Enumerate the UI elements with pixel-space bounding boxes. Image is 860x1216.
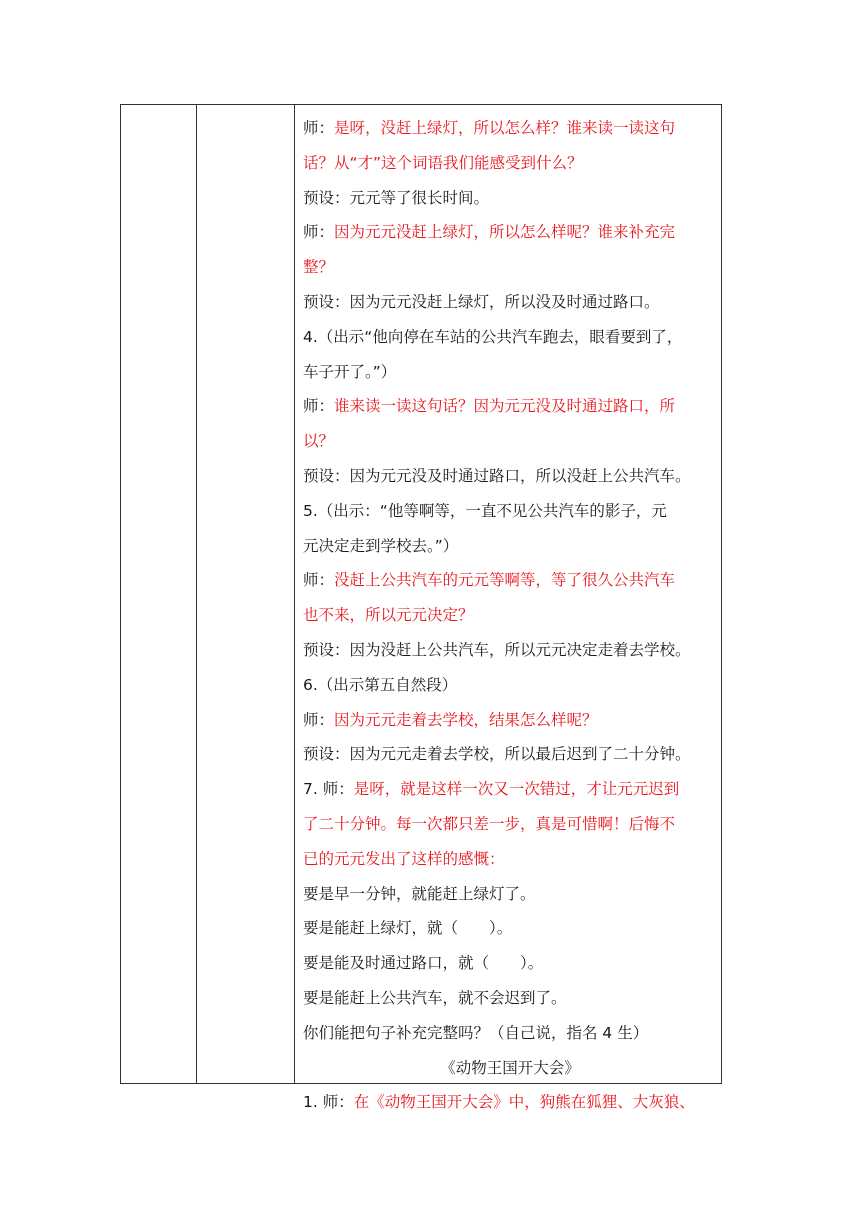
text-line: 话？从“才”这个词语我们能感受到什么？ — [303, 153, 583, 172]
text-line: 预设：因为元元走着去学校，所以最后迟到了二十分钟。 — [303, 745, 691, 764]
text-line: 整？ — [303, 258, 335, 277]
text-line: 1. 师：在《动物王国开大会》中，狗熊在狐狸、大灰狼、 — [303, 1093, 695, 1112]
text-line: 预设：因为元元没及时通过路口，所以没赶上公共汽车。 — [303, 466, 691, 485]
lesson-table — [120, 104, 722, 1112]
text-line: 师：没赶上公共汽车的元元等啊等，等了很久公共汽车 — [303, 571, 676, 590]
text-line: 你们能把句子补充完整吗？（自己说，指名 4 生） — [303, 1023, 649, 1042]
text-line: 师：因为元元走着去学校，结果怎么样呢？ — [303, 710, 598, 729]
text-line: 师：谁来读一读这句话？因为元元没及时通过路口，所 — [303, 397, 676, 416]
column-divider-1 — [196, 105, 197, 1083]
lesson-content — [303, 111, 717, 1120]
text-line: 预设：因为元元没赶上绿灯，所以没及时通过路口。 — [303, 292, 660, 311]
section-title: 《动物王国开大会》 — [440, 1058, 580, 1077]
text-line: 师：因为元元没赶上绿灯，所以怎么样呢？谁来补充完 — [303, 223, 676, 242]
text-line: 师：是呀，没赶上绿灯，所以怎么样？谁来读一读这句 — [303, 119, 676, 137]
text-line: 5.（出示：“他等啊等，一直不见公共汽车的影子，元 — [303, 501, 667, 520]
text-line: 预设：因为没赶上公共汽车，所以元元决定走着去学校。 — [303, 640, 691, 659]
column-divider-2 — [294, 105, 295, 1083]
text-line: 4.（出示“他向停在车站的公共汽车跑去，眼看要到了， — [303, 327, 683, 346]
text-line: 了二十分钟。每一次都只差一步，真是可惜啊！后悔不 — [303, 814, 676, 833]
text-line: 以？ — [303, 432, 335, 451]
text-line: 车子开了。”） — [303, 362, 397, 381]
text-line: 要是能赶上公共汽车，就不会迟到了。 — [303, 988, 567, 1007]
text-line: 已的元元发出了这样的感慨： — [303, 849, 505, 868]
text-line: 也不来，所以元元决定？ — [303, 606, 474, 625]
text-line: 6.（出示第五自然段） — [303, 675, 458, 694]
text-line: 要是能及时通过路口，就（ ）。 — [303, 954, 544, 973]
text-line: 7. 师：是呀，就是这样一次又一次错过，才让元元迟到 — [303, 780, 680, 799]
text-line: 预设：元元等了很长时间。 — [303, 188, 490, 207]
text-line: 要是早一分钟，就能赶上绿灯了。 — [303, 884, 536, 903]
text-line: 元决定走到学校去。”） — [303, 536, 459, 555]
text-line: 要是能赶上绿灯，就（ ）。 — [303, 919, 513, 938]
